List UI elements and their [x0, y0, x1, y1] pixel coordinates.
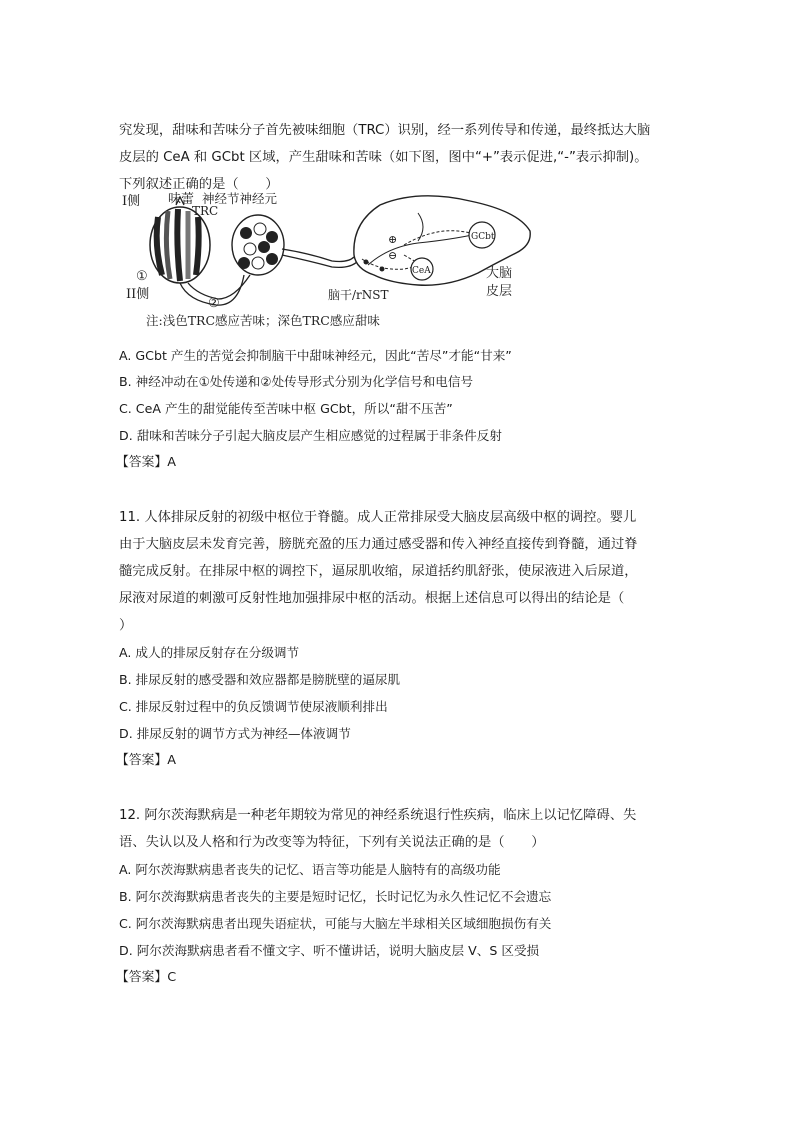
q11-stem-line-4: 尿液对尿道的刺激可反射性地加强排尿中枢的活动。根据上述信息可以得出的结论是（ [119, 591, 625, 606]
q10-option-b: B. 神经冲动在①处传递和②处传导形式分别为化学信号和电信号 [119, 374, 474, 389]
q11-stem-line-1: 11. 人体排尿反射的初级中枢位于脊髓。成人正常排尿受大脑皮层高级中枢的调控。婴儿 [119, 510, 637, 525]
fig-marker-1: ① [136, 269, 148, 284]
q12-option-c: C. 阿尔茨海默病患者出现失语症状，可能与大脑左半球相关区域细胞损伤有关 [119, 916, 552, 931]
fig-gcbt-label: GCbt [471, 232, 495, 242]
ganglion-drawing [232, 215, 284, 275]
q10-option-c: C. CeA 产生的甜觉能传至苦味中枢 GCbt，所以“甜不压苦” [119, 401, 453, 416]
q11-stem-line-5: ） [119, 618, 133, 633]
taste-pathway-figure [118, 183, 538, 341]
fig-note: 注:浅色TRC感应苦味；深色TRC感应甜味 [146, 313, 380, 328]
q11-stem-line-2: 由于大脑皮层未发育完善，膀胱充盈的压力通过感受器和传入神经直接传到脊髓，通过脊 [119, 537, 638, 552]
fig-taste-bud-label: 味蕾 [168, 192, 195, 207]
q12-option-b: B. 阿尔茨海默病患者丧失的主要是短时记忆，长时记忆为永久性记忆不会遗忘 [119, 889, 552, 904]
q11-option-b: B. 排尿反射的感受器和效应器都是膀胱壁的逼尿肌 [119, 672, 401, 687]
q11-option-c: C. 排尿反射过程中的负反馈调节使尿液顺利排出 [119, 699, 388, 714]
fig-trc-label: TRC [192, 204, 219, 218]
fig-plus-sign: ⊕ [388, 233, 398, 246]
q12-stem-line-1: 12. 阿尔茨海默病是一种老年期较为常见的神经系统退行性疾病，临床上以记忆障碍、失 [119, 808, 637, 823]
fig-cortex-label-1: 大脑 [486, 266, 513, 281]
fig-marker-2: ② [208, 296, 220, 311]
q12-answer: 【答案】C [116, 970, 177, 985]
q10-stem-line-1: 究发现，甜味和苦味分子首先被味细胞（TRC）识别，经一系列传导和传递，最终抵达大脑 [119, 123, 651, 138]
q11-option-a: A. 成人的排尿反射存在分级调节 [119, 645, 300, 660]
q11-stem-line-3: 髓完成反射。在排尿中枢的调控下，逼尿肌收缩，尿道括约肌舒张，使尿液进入后尿道， [119, 564, 638, 579]
fig-brainstem-label: 脑干/rNST [328, 288, 389, 302]
fig-side-1-label: I侧 [122, 194, 141, 209]
q11-answer: 【答案】A [116, 753, 176, 768]
taste-pathway-diagram [118, 183, 538, 341]
q10-option-d: D. 甜味和苦味分子引起大脑皮层产生相应感觉的过程属于非条件反射 [119, 428, 502, 443]
q10-option-a: A. GCbt 产生的苦觉会抑制脑干中甜味神经元，因此“苦尽”才能“甘来” [119, 348, 512, 363]
q11-option-d: D. 排尿反射的调节方式为神经—体液调节 [119, 726, 351, 741]
q12-option-a: A. 阿尔茨海默病患者丧失的记忆、语言等功能是人脑特有的高级功能 [119, 862, 501, 877]
q10-answer: 【答案】A [116, 455, 176, 470]
fig-cea-label: CeA [412, 266, 431, 276]
fig-minus-sign: ⊖ [388, 249, 398, 262]
q10-stem-line-3: 下列叙述正确的是（ ） [119, 177, 279, 192]
fig-cortex-label-2: 皮层 [486, 284, 513, 299]
q12-stem-line-2: 语、失认以及人格和行为改变等为特征，下列有关说法正确的是（ ） [119, 835, 545, 850]
q12-option-d: D. 阿尔茨海默病患者看不懂文字、听不懂讲话，说明大脑皮层 V、S 区受损 [119, 943, 540, 958]
q10-stem-line-2: 皮层的 CeA 和 GCbt 区域，产生甜味和苦味（如下图，图中“+”表示促进,“-”表示抑制)。 [119, 150, 648, 165]
fig-ganglion-label: 神经节神经元 [202, 191, 278, 206]
fig-side-2-label: II侧 [126, 287, 150, 302]
